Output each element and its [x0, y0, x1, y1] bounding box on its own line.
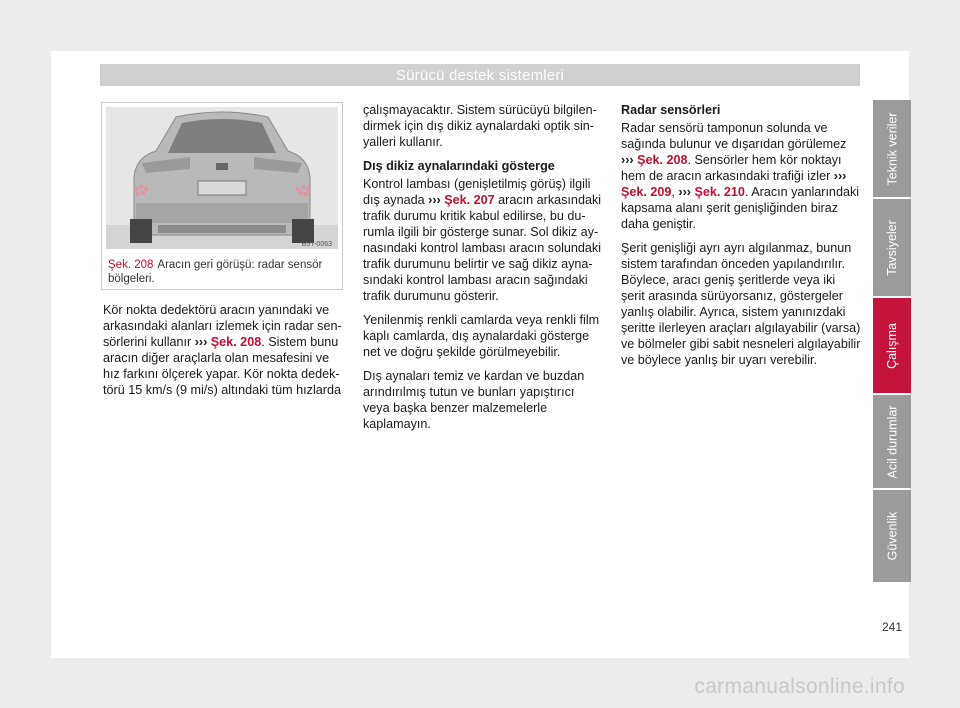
car-rear-illustration — [106, 107, 338, 249]
arrow-icon: ››› — [833, 169, 847, 183]
arrow-icon: ››› — [678, 185, 692, 199]
figure-link[interactable]: Şek. 209 — [621, 185, 672, 199]
figure-link[interactable]: Şek. 210 — [694, 185, 745, 199]
paragraph: Kontrol lambası (genişletilmiş görüş) ilgili dış aynada ››› Şek. 207 aracın arkasındaki trafik durumu kritik kabul edilirse, bu durumla ilgili bir gösterge sunar. Sol dikiz aynasındaki kontrol lambası aracın solundaki trafik durumunu belirtir ve sağ dikiz aynasındaki kontrol lambası aracın sağındaki trafik durumunu gösterir. — [363, 177, 602, 303]
section-header — [100, 64, 860, 86]
watermark: carmanualsonline.info — [694, 675, 905, 698]
paragraph: Dış aynaları temiz ve kardan ve buzdan arındırılmış tutun ve bunları yapıştırıcı veya başka benzer malzemelerle kaplamayın. — [363, 369, 585, 431]
caption-text: Aracın geri görüşü: radar sensör bölgeleri. — [108, 259, 323, 285]
paragraph: Kör nokta dedektörü aracın yanındaki ve arkasındaki alanları izlemek için radar sensörlerini kullanır ››› Şek. 208. Sistem bunu aracın diğer araçlarla olan mesafesini ve hız farkını ölçerek yapar. Kör nokta dedektörü 15 km/s (9 mi/s) altındaki tüm hızlarda — [103, 303, 342, 397]
paragraph: Radar sensörü tamponun solunda ve sağında bulunur ve dışarıdan görülemez ››› Şek. 208. Sensörler hem kör noktayı hem de aracın arkasındaki trafiği izler ››› Şek. 209, ››› Şek. 210. Aracın yanlarındaki kapsama alanı şerit genişliğinden biraz daha geniştir. — [621, 121, 860, 231]
paragraph: Yenilenmiş renkli camlarda veya renkli film kaplı camlarda, dış aynalardaki gösterge net ve doğru şekilde görülmeyebilir. — [363, 313, 600, 359]
tab-guvenlik[interactable]: Güvenlik — [873, 490, 911, 582]
figure-link[interactable]: Şek. 208 — [637, 153, 688, 167]
caption-ref: Şek. 208 — [108, 259, 154, 271]
page-number: 241 — [881, 620, 903, 634]
figure-link[interactable]: Şek. 207 — [444, 193, 495, 207]
column-3 — [621, 102, 861, 376]
tab-tavsiyeler[interactable]: Tavsiyeler — [873, 199, 911, 296]
figure-code: B5T-0063 — [301, 241, 332, 248]
subheading: Dış dikiz aynalarındaki gösterge — [363, 159, 555, 173]
tab-calisma[interactable]: Çalışma — [873, 298, 911, 393]
section-title: Sürücü destek sistemleri — [395, 66, 565, 84]
subheading: Radar sensörleri — [621, 103, 721, 117]
figure-caption — [108, 258, 336, 286]
tab-teknik-veriler[interactable]: Teknik veriler — [873, 100, 911, 197]
column-1 — [103, 302, 343, 406]
arrow-icon: ››› — [621, 153, 634, 167]
column-2 — [363, 102, 603, 440]
arrow-icon: ››› — [194, 335, 208, 349]
tab-acil-durumlar[interactable]: Acil durumlar — [873, 395, 911, 488]
paragraph: Şerit genişliği ayrı ayrı algılanmaz, bunun sistem tarafından önceden yapılandırılır. Böylece, aracı geniş şeritlerde veya iki şerit arasında sürüyorsanız, göstergeler yanlış olabilir. Ayrıca, sistem yanınızdaki şeritte ilerleyen araçları algılayabilir (varsa) ve bölmeler gibi sabit nesneleri algılayabilir ve böylece yanlış bir uyarı verebilir. — [621, 241, 861, 367]
figure-link[interactable]: Şek. 208 — [210, 335, 262, 349]
paragraph: çalışmayacaktır. Sistem sürücüyü bilgilendirmek için dış dikiz aynalardaki optik sinyalleri kullanır. — [363, 103, 597, 149]
arrow-icon: ››› — [428, 193, 441, 207]
